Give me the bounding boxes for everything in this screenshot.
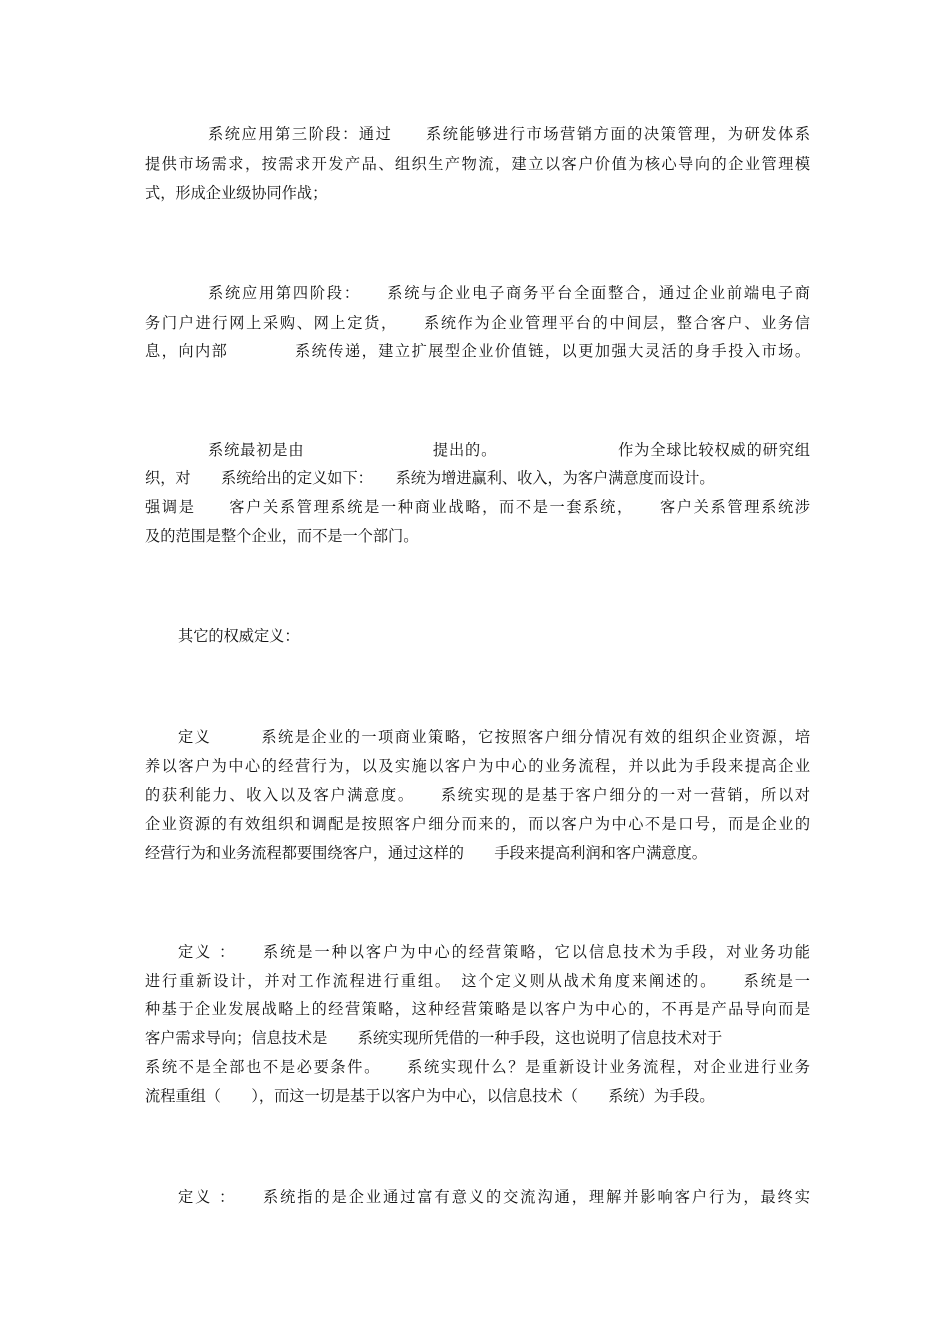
paragraph-2-line-3: 息，向内部 系统传递，建立扩展型企业价值链，以更加强大灵活的身手投入市场。	[145, 342, 810, 360]
paragraph-6-line-1: 定义 ： 系统是一种以客户为中心的经营策略，它以信息技术为手段，对业务功能	[178, 943, 810, 961]
paragraph-4-line-1: 其它的权威定义：	[178, 627, 300, 645]
paragraph-3-line-3: 强调是 客户关系管理系统是一种商业战略，而不是一套系统， 客户关系管理系统涉	[145, 498, 810, 516]
paragraph-3-line-4: 及的范围是整个企业，而不是一个部门。	[145, 527, 419, 545]
paragraph-7-line-1: 定义 ： 系统指的是企业通过富有意义的交流沟通，理解并影响客户行为，最终实	[178, 1188, 810, 1206]
paragraph-1-line-2: 提供市场需求，按需求开发产品、组织生产物流，建立以客户价值为核心导向的企业管理模	[145, 155, 810, 173]
paragraph-1-line-1: 系统应用第三阶段：通过 系统能够进行市场营销方面的决策管理，为研发体系	[208, 125, 810, 143]
paragraph-6-line-5: 系统不是全部也不是必要条件。 系统实现什么？是重新设计业务流程，对企业进行业务	[145, 1058, 810, 1076]
paragraph-1-line-3: 式，形成企业级协同作战；	[145, 184, 328, 202]
paragraph-2-line-2: 务门户进行网上采购、网上定货， 系统作为企业管理平台的中间层，整合客户、业务信	[145, 314, 810, 332]
paragraph-3-line-1: 系统最初是由 提出的。 作为全球比较权威的研究组	[208, 441, 810, 459]
paragraph-3-line-2: 织，对 系统给出的定义如下： 系统为增进赢利、收入，为客户满意度而设计。	[145, 469, 715, 487]
paragraph-6-line-3: 种基于企业发展战略上的经营策略，这种经营策略是以客户为中心的，不再是产品导向而是	[145, 1000, 810, 1018]
paragraph-2-line-1: 系统应用第四阶段： 系统与企业电子商务平台全面整合，通过企业前端电子商	[208, 284, 810, 302]
paragraph-5-line-2: 养以客户为中心的经营行为，以及实施以客户为中心的业务流程，并以此为手段来提高企业	[145, 757, 810, 775]
paragraph-5-line-5: 经营行为和业务流程都要围绕客户，通过这样的 手段来提高利润和客户满意度。	[145, 844, 707, 862]
paragraph-6-line-2: 进行重新设计，并对工作流程进行重组。 这个定义则从战术角度来阐述的。 系统是一	[145, 972, 810, 990]
paragraph-6-line-6: 流程重组（ ），而这一切是基于以客户为中心，以信息技术（ 系统）为手段。	[145, 1087, 715, 1105]
paragraph-5-line-3: 的获利能力、收入以及客户满意度。 系统实现的是基于客户细分的一对一营销，所以对	[145, 786, 810, 804]
paragraph-5-line-4: 企业资源的有效组织和调配是按照客户细分而来的，而以客户为中心不是口号，而是企业的	[145, 815, 810, 833]
paragraph-5-line-1: 定义 系统是企业的一项商业策略，它按照客户细分情况有效的组织企业资源，培	[178, 728, 810, 746]
paragraph-6-line-4: 客户需求导向；信息技术是 系统实现所凭借的一种手段，这也说明了信息技术对于	[145, 1029, 723, 1047]
